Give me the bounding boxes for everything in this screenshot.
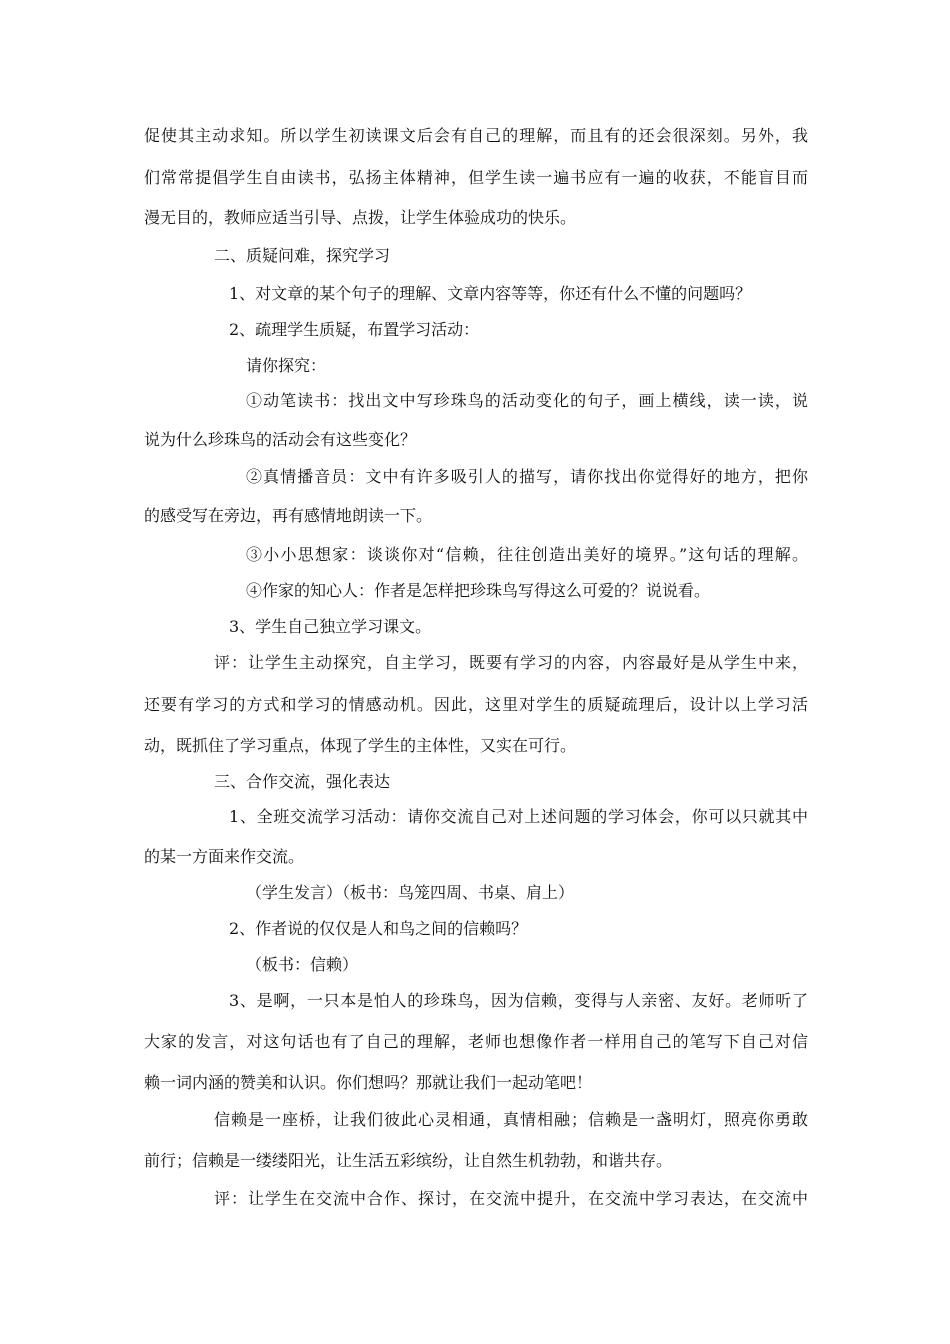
list-item-3: 3、学生自己独立学习课文。 bbox=[229, 617, 432, 636]
section-heading-3: 三、合作交流，强化表达 bbox=[214, 772, 391, 791]
activity-3: ③小小思想家：谈谈你对“信赖，往往创造出美好的境界。”这句话的理解。 bbox=[246, 545, 808, 564]
board-notes-2: （板书：信赖） bbox=[246, 955, 359, 974]
paragraph-line-1: 促使其主动求知。所以学生初读课文后会有自己的理解，而且有的还会很深刻。另外，我 bbox=[144, 126, 808, 145]
share-item-1-line-1: 1、全班交流学习活动：请你交流自己对上述问题的学习体会，你可以只就其中 bbox=[229, 807, 808, 826]
board-notes-1: （学生发言）（板书：鸟笼四周、书桌、肩上） bbox=[246, 883, 575, 902]
trust-passage-line-1: 信赖是一座桥，让我们彼此心灵相通，真情相融；信赖是一盏明灯，照亮你勇敢 bbox=[214, 1110, 808, 1129]
activity-2-line-2: 的感受写在旁边，再有感情地朗读一下。 bbox=[144, 506, 433, 525]
comment-1-line-2: 还要有学习的方式和学习的情感动机。因此，这里对学生的质疑疏理后，设计以上学习活 bbox=[144, 695, 808, 714]
share-item-3-line-3: 赖一词内涵的赞美和认识。你们想吗？那就让我们一起动笔吧！ bbox=[144, 1073, 593, 1092]
activity-2-line-1: ②真情播音员：文中有许多吸引人的描写，请你找出你觉得好的地方，把你 bbox=[246, 467, 808, 486]
activity-intro: 请你探究： bbox=[246, 356, 327, 375]
trust-passage-line-2: 前行；信赖是一缕缕阳光，让生活五彩缤纷，让自然生机勃勃，和谐共存。 bbox=[144, 1151, 673, 1170]
share-item-1-line-2: 的某一方面来作交流。 bbox=[144, 847, 305, 866]
share-item-3-line-2: 大家的发言，对这句话也有了自己的理解，老师也想像作者一样用自己的笔写下自己对信 bbox=[144, 1032, 808, 1051]
comment-1-line-1: 评：让学生主动探究，自主学习，既要有学习的内容，内容最好是从学生中来， bbox=[214, 653, 808, 672]
share-item-3-line-1: 3、是啊，一只本是怕人的珍珠鸟，因为信赖，变得与人亲密、友好。老师听了 bbox=[229, 991, 808, 1010]
list-item-1: 1、对文章的某个句子的理解、文章内容等等，你还有什么不懂的问题吗？ bbox=[229, 284, 752, 303]
activity-4: ④作家的知心人：作者是怎样把珍珠鸟写得这么可爱的？说说看。 bbox=[246, 581, 711, 600]
section-heading-2: 二、质疑问难，探究学习 bbox=[214, 246, 391, 265]
list-item-2: 2、疏理学生质疑，布置学习活动： bbox=[229, 320, 480, 339]
share-item-2: 2、作者说的仅仅是人和鸟之间的信赖吗？ bbox=[229, 919, 528, 938]
comment-1-line-3: 动，既抓住了学习重点，体现了学生的主体性，又实在可行。 bbox=[144, 736, 577, 755]
paragraph-line-3: 漫无目的，教师应适当引导、点拨，让学生体验成功的快乐。 bbox=[144, 208, 577, 227]
paragraph-line-2: 们常常提倡学生自由读书，弘扬主体精神，但学生读一遍书应有一遍的收获，不能盲目而 bbox=[144, 168, 808, 187]
activity-1-line-2: 说为什么珍珠鸟的活动会有这些变化？ bbox=[144, 430, 417, 449]
comment-2-line-1: 评：让学生在交流中合作、探讨，在交流中提升，在交流中学习表达，在交流中 bbox=[214, 1189, 808, 1208]
activity-1-line-1: ①动笔读书：找出文中写珍珠鸟的活动变化的句子，画上横线，读一读，说 bbox=[246, 391, 808, 410]
